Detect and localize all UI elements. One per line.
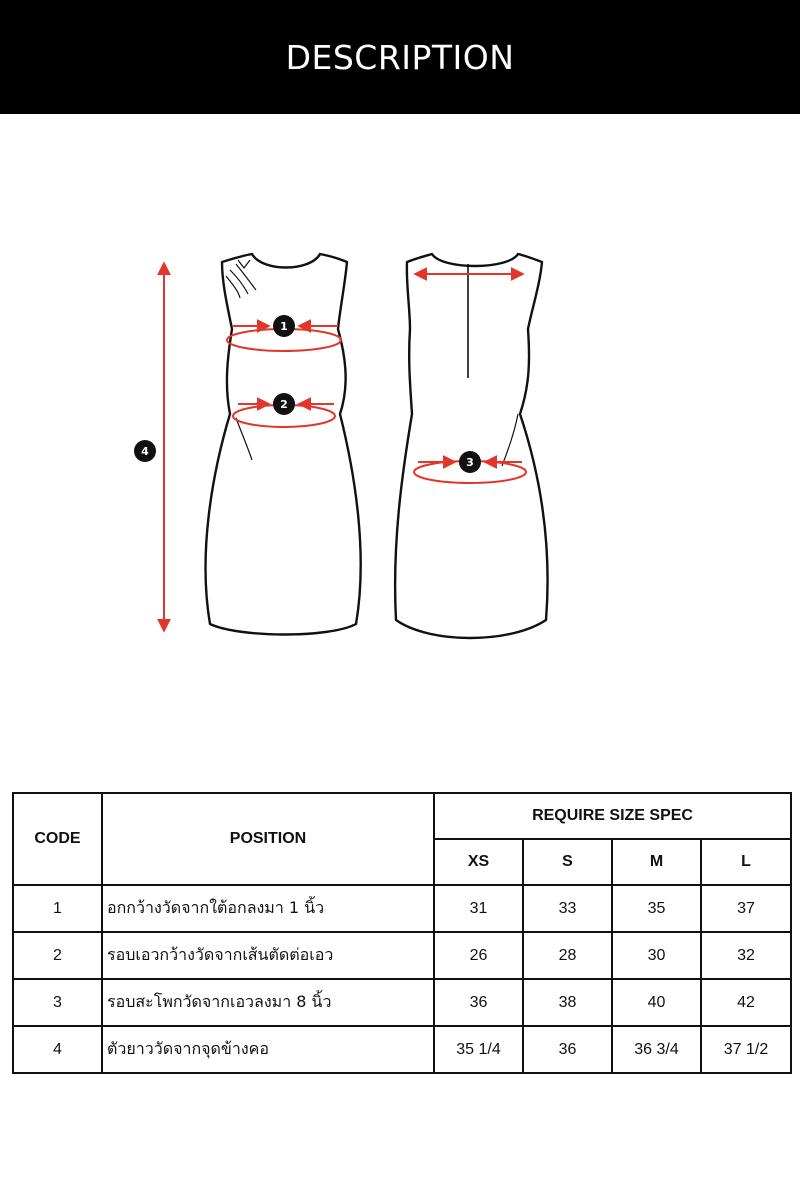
dress-illustration xyxy=(0,114,800,754)
row-value-xs: 35 1/4 xyxy=(434,1026,523,1073)
row-value-xs: 36 xyxy=(434,979,523,1026)
back-dress xyxy=(395,254,547,638)
row-value-m: 36 3/4 xyxy=(612,1026,701,1073)
table-row xyxy=(13,979,791,1026)
row-value-s: 28 xyxy=(523,932,612,979)
size-spec-group-header: REQUIRE SIZE SPEC xyxy=(434,793,791,839)
row-value-l: 32 xyxy=(701,932,791,979)
row-value-m: 40 xyxy=(612,979,701,1026)
table-row xyxy=(13,885,791,932)
row-code: 4 xyxy=(13,1026,102,1073)
front-dress xyxy=(206,254,361,635)
row-value-s: 38 xyxy=(523,979,612,1026)
row-value-s: 33 xyxy=(523,885,612,932)
page-title: DESCRIPTION xyxy=(285,37,515,77)
marker-1-label: 1 xyxy=(280,320,288,333)
marker-2-label: 2 xyxy=(280,398,288,411)
size-header-xs: XS xyxy=(434,839,523,885)
row-code: 1 xyxy=(13,885,102,932)
row-position: รอบสะโพกวัดจากเอวลงมา 8 นิ้ว xyxy=(102,979,434,1026)
dress-diagram xyxy=(0,114,800,754)
row-value-xs: 26 xyxy=(434,932,523,979)
row-position: รอบเอวกว้างวัดจากเส้นตัดต่อเอว xyxy=(102,932,434,979)
marker-3 xyxy=(459,451,481,473)
size-header-s: S xyxy=(523,839,612,885)
row-value-m: 30 xyxy=(612,932,701,979)
position-column-header: POSITION xyxy=(102,793,434,885)
table-row xyxy=(13,932,791,979)
code-column-header: CODE xyxy=(13,793,102,885)
row-value-l: 37 1/2 xyxy=(701,1026,791,1073)
marker-2 xyxy=(273,393,295,415)
row-value-l: 42 xyxy=(701,979,791,1026)
row-value-l: 37 xyxy=(701,885,791,932)
table-header-row xyxy=(13,793,791,839)
marker-3-label: 3 xyxy=(466,456,474,469)
row-position: ตัวยาววัดจากจุดข้างคอ xyxy=(102,1026,434,1073)
marker-4 xyxy=(134,440,156,462)
header-bar xyxy=(0,0,800,114)
marker-1 xyxy=(273,315,295,337)
row-value-s: 36 xyxy=(523,1026,612,1073)
size-header-l: L xyxy=(701,839,791,885)
row-code: 3 xyxy=(13,979,102,1026)
row-position: อกกว้างวัดจากใต้อกลงมา 1 นิ้ว xyxy=(102,885,434,932)
row-value-xs: 31 xyxy=(434,885,523,932)
size-header-m: M xyxy=(612,839,701,885)
row-value-m: 35 xyxy=(612,885,701,932)
size-spec-table xyxy=(12,792,792,1074)
table-row xyxy=(13,1026,791,1073)
row-code: 2 xyxy=(13,932,102,979)
marker-4-label: 4 xyxy=(141,445,149,458)
